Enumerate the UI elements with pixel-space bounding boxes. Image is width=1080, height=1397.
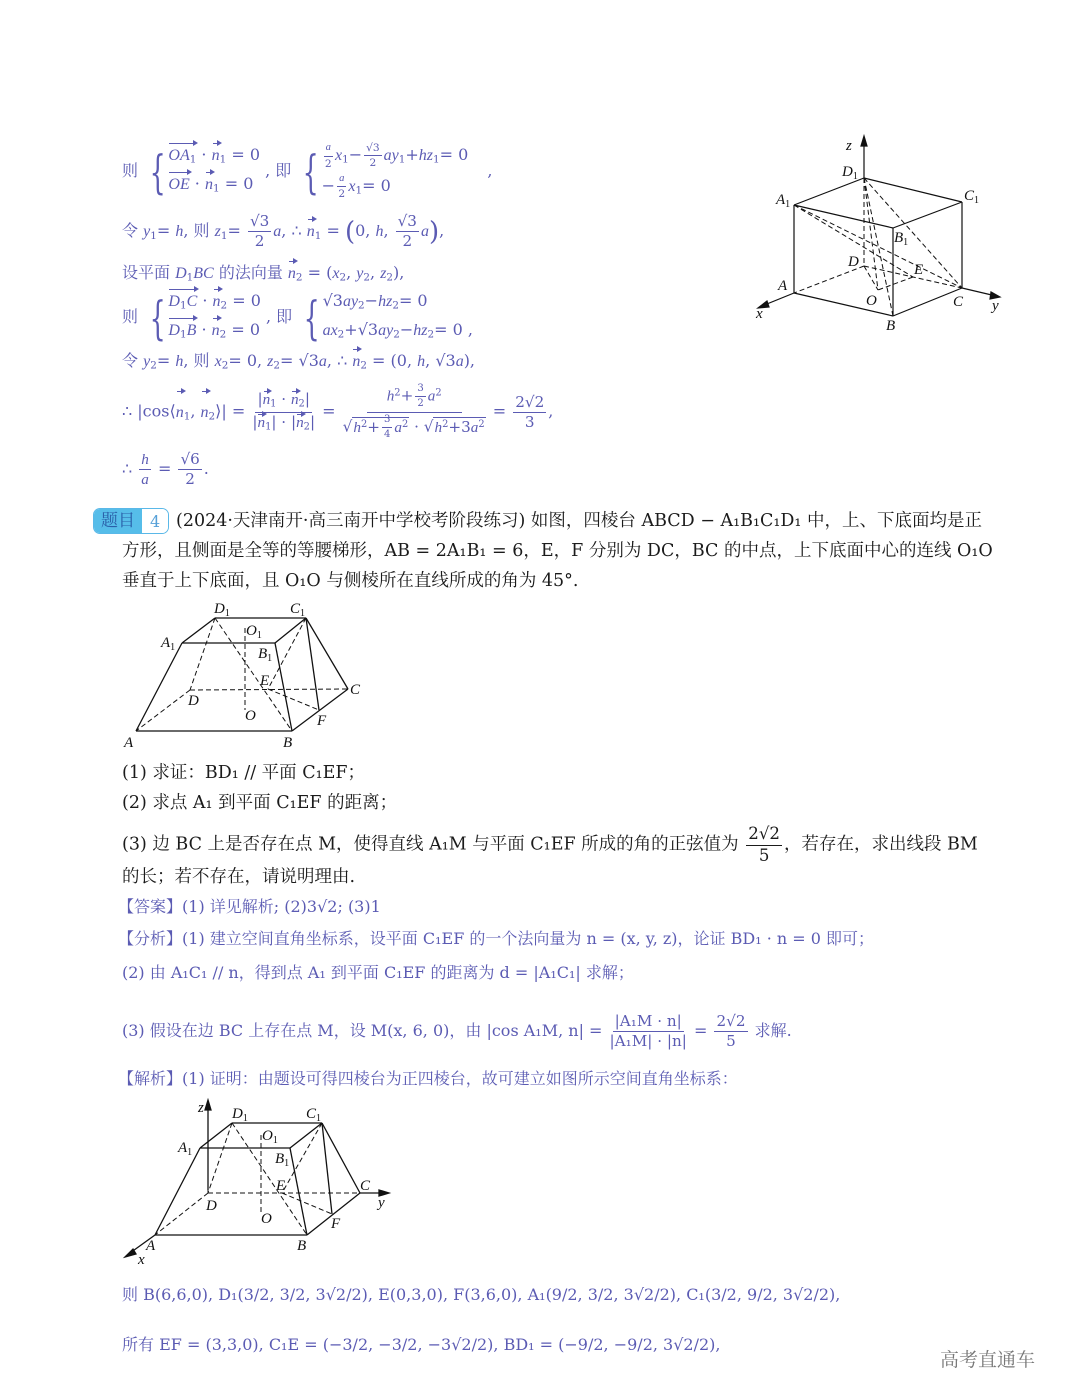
set-y1-line: 令 $y_1= h$, 则 $z_1=$ $\frac{√3}{2}$ a, ∴ $n_1 = (0$, h, $\frac{√3}{2}$ a),	[122, 212, 445, 251]
ratio-line: ∴ $\frac{h}{a}$ = $\frac{√6}{2}$ .	[122, 450, 209, 489]
system-n2-expanded: { $√3ay_2-hz_2= 0$ $ax_2+√3ay_2-hz_2= 0$ ,	[303, 290, 473, 345]
label-A: A	[124, 735, 134, 751]
label-C1: $C_1$	[964, 188, 980, 206]
label-C: C	[953, 294, 964, 310]
label-z: z	[846, 138, 852, 154]
label-D1: $D_1$	[842, 164, 858, 182]
watermark: 高考直通车	[940, 1349, 1036, 1371]
label-x: x	[138, 1252, 145, 1268]
label-F: F	[317, 713, 327, 729]
label-D1: $D_1$	[214, 601, 230, 619]
label-B: B	[283, 735, 293, 751]
system-n1: { $OA_1 \cdot n_1 = 0$ OE · $n_1 = 0$	[149, 144, 260, 199]
badge-number: 4	[142, 509, 168, 533]
solution-label: 【解析】	[118, 1069, 183, 1088]
label-y: y	[992, 298, 999, 314]
label-C: C	[360, 1178, 371, 1194]
figure-frustum-coordinate	[110, 1090, 410, 1270]
label-C: C	[350, 682, 361, 698]
system-n1-expanded: { $\frac{a}{2}$ $x_1-$ $\frac{√3}{2}$ $ay_1+hz_1= 0$ − $\frac{a}{2}$ $x_1= 0$	[302, 140, 469, 201]
analysis-line-3: (3) 假设在边 BC 上存在点 M，设 M(x, 6, 0)，由 |cos A₁M, n| = $\frac{\text{|A₁M · n|}}{\text{|A₁M| · |n|}}$ = $\frac{2√2}{5}$ 求解.	[122, 1012, 792, 1051]
label-E: E	[260, 673, 270, 689]
system-line-1: 则 { $OA_1 \cdot n_1 = 0$ OE · $n_1 = 0$ , 即 { $\frac{a}{2}$ $x_1-$ $\frac{√3}{2}$ $ay_1+hz_1= 0$ − $\frac{a}{2}$ $x_1= 0$ ,	[122, 140, 493, 201]
answer-text: (1) 详见解析; (2)3√2; (3)1	[182, 897, 381, 916]
coordinates-line: 则 B(6,6,0), D₁(3/2, 3/2, 3√2/2), E(0,3,0), F(3,6,0), A₁(9/2, 3/2, 3√2/2), C₁(3/2, 9/2, 3√2/2),	[122, 1285, 841, 1304]
figure-prism-coordinate	[740, 130, 1020, 330]
question-2: (2) 求点 A₁ 到平面 C₁EF 的距离；	[122, 793, 398, 813]
vectors-line: 所有 EF = (3,3,0), C₁E = (−3/2, −3/2, −3√2/2), BD₁ = (−9/2, −9/2, 3√2/2),	[122, 1335, 721, 1354]
problem-badge	[93, 508, 169, 534]
label-O: O	[261, 1211, 272, 1227]
label-O1: $O_1$	[262, 1128, 278, 1146]
problem-stem-line-3: 垂直于上下底面，且 O₁O 与侧棱所在直线所成的角为 45°.	[122, 571, 579, 591]
prefix-ze: 则	[122, 161, 139, 181]
label-B: B	[297, 1238, 307, 1254]
label-E: E	[276, 1178, 286, 1194]
label-C1: $C_1$	[290, 601, 306, 619]
label-y: y	[378, 1195, 385, 1211]
label-O1: $O_1$	[246, 623, 262, 641]
problem-stem-line-2: 方形，且侧面是全等的等腰梯形，AB = 2A₁B₁ = 6，E，F 分别为 DC，BC 的中点，上下底面中心的连线 O₁O	[122, 541, 993, 561]
sine-fraction: $\frac{2√2}{5}$	[748, 824, 780, 865]
set-y2-line: 令 $y_2= h$, 则 $x_2= 0$, $z_2= √3a$, ∴ $n_2 = (0$, h, √3a),	[122, 351, 476, 372]
badge-label: 题目	[94, 509, 142, 533]
label-z: z	[198, 1100, 204, 1116]
question-3-continued: 的长；若不存在，请说明理由.	[122, 867, 356, 887]
label-D: D	[848, 254, 859, 270]
figure-frustum	[110, 595, 380, 760]
label-B1: $B_1$	[894, 230, 909, 248]
cosine-line: ∴ $|\cos⟨n_1$, $n_2⟩|$ = $\frac{|n_1 \cdot n_2|}{|n_1| \cdot |n_2|}$ = $h^2+$ $\frac{3}{2}$ $a^2$ $√h^2+$ $\frac{3}{4}$ $a^2 \cdot √h^2+3a^2$ = $\frac{2√2}{3}$ ,	[122, 383, 554, 441]
label-O: O	[245, 708, 256, 724]
label-B1: $B_1$	[275, 1151, 290, 1169]
answer-label: 【答案】	[118, 897, 183, 916]
label-A1: $A_1$	[776, 192, 791, 210]
solution-line-1: 【解析】(1) 证明：由题设可得四棱台为正四棱台，故可建立如图所示空间直角坐标系：	[118, 1069, 738, 1088]
label-O: O	[866, 293, 877, 309]
label-D1: $D_1$	[232, 1106, 248, 1124]
label-A: A	[778, 278, 788, 294]
label-D: D	[206, 1198, 217, 1214]
label-A: A	[146, 1238, 156, 1254]
system-n2: { $D_1C \cdot n_2 = 0$ $D_1B \cdot n_2 = 0$	[149, 290, 261, 345]
cosine-fraction: $\frac{\text{|A₁M · n|}}{\text{|A₁M| · |n|}}$	[609, 1012, 687, 1051]
label-F: F	[331, 1216, 341, 1232]
analysis-line-2: (2) 由 A₁C₁ // n，得到点 A₁ 到平面 C₁EF 的距离为 d = |A₁C₁| 求解；	[122, 963, 634, 982]
question-1: (1) 求证：BD₁ // 平面 C₁EF；	[122, 763, 366, 783]
label-E: E	[914, 262, 924, 278]
label-A1: $A_1$	[178, 1140, 193, 1158]
label-x: x	[756, 306, 763, 322]
problem-stem-line-1: (2024·天津南开·高三南开中学校考阶段练习) 如图，四棱台 ABCD − A₁B₁C₁D₁ 中，上、下底面均是正	[176, 511, 983, 531]
analysis-line-1: 【分析】(1) 建立空间直角坐标系，设平面 C₁EF 的一个法向量为 n = (x, y, z)，论证 BD₁ · n = 0 即可；	[118, 929, 875, 948]
question-3: (3) 边 BC 上是否存在点 M，使得直线 A₁M 与平面 C₁EF 所成的角的正弦值为 $\frac{2√2}{5}$ ，若存在，求出线段 BM	[122, 824, 978, 865]
label-A1: $A_1$	[161, 635, 176, 653]
normal-n2-line: 设平面 $D_1BC$ 的法向量 $n_2 = (x_2$, $y_2$, $z_2$),	[122, 263, 405, 284]
label-C1: $C_1$	[306, 1106, 322, 1124]
system-line-2: 则 { $D_1C \cdot n_2 = 0$ $D_1B \cdot n_2 = 0$ , 即 { $√3ay_2-hz_2= 0$ $ax_2+√3ay_2-hz_2= 0$ ,	[122, 290, 473, 345]
analysis-label: 【分析】	[118, 929, 183, 948]
label-B: B	[886, 318, 896, 330]
label-B1: $B_1$	[258, 646, 273, 664]
label-D: D	[188, 693, 199, 709]
answer-line	[118, 896, 381, 918]
value-fraction: $\frac{2√2}{5}$	[716, 1012, 746, 1051]
